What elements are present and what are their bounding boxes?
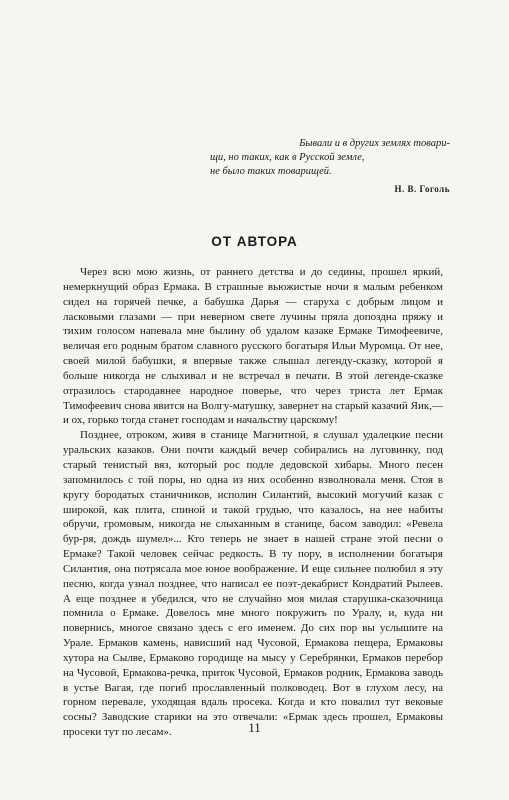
paragraph: Через всю мою жизнь, от раннего детства и до седины, прошел яркий, немеркнущий образ Ермака. В страшные вьюжистые ночи я малым ребенком сидел на горячей печке, а бабушка Дарья — старуха с добрым лицом и ласковыми глазами — при неверном свете лучины пряла допоздна пряжу и тихим голосом напевала мне былину об удалом казаке Ермаке Тимофеевиче, величая его родным братом славного русского богатыря Ильи Муромца. От нее, своей милой бабушки, я впервые также слышал легенду-сказку, которой я больше никогда не слыхивал и не встречал в печати. В этой легенде-сказке отразилось стародавнее народное поверье, что через триста лет Ермак Тимофеевич снова явится на Волгу-матушку, завернет на старый казачий Яик,— и ох, горько тогда станет господам и начальству царскому! bbox=[63, 266, 443, 427]
epigraph-line: щи, но таких, как в Русской земле, bbox=[210, 152, 365, 163]
epigraph-author: Н. В. Гоголь bbox=[394, 184, 450, 194]
epigraph-line: Бывали и в других землях товари- bbox=[299, 138, 450, 149]
chapter-heading: ОТ АВТОРА bbox=[211, 234, 298, 249]
epigraph-line: не было таких товарищей. bbox=[210, 166, 332, 177]
body-text bbox=[63, 265, 443, 740]
page-number: 11 bbox=[248, 720, 261, 735]
paragraph: Позднее, отроком, живя в станице Магнитной, я слушал удалецкие песни уральских казаков. Они почти каждый вечер собирались на луговинку, под старый тенистый вяз, который рос подле дедовской хибары. Много песен запомнилось с той поры, но одна из них особенно взволновала меня. Стоя в кругу бородатых станичников, исполин Силантий, высокий могучий казак с широкой, как плита, спиной и такой грудью, что казалось, на нее набиты обручи, громовым, никогда не слыханным в станице, басом заводил: «Ревела бур-ря, дождь шумел»... Кто теперь не знает в нашей стране этой песни о Ермаке? Такой человек сейчас редкость. В ту пору, в исполнении богатыря Силантия, она потрясала мое юное воображение. И еще сильнее полюбил я эту песню, когда узнал позднее, что написал ее поэт-декабрист Кондратий Рылеев. А еще позднее я убедился, что не случайно моя милая старушка-сказочница помнила о Ермаке. Довелось мне много покружить по Уралу, и, куда ни повернись, многое связано здесь с его именем. До сих пор вы услышите на Урале. Ермаков камень, нависший над Чусовой, Ермакова пещера, Ермаковы хутора на Сылве, Ермаково городище на мысу у Серебрянки, Ермаков перебор на Чусовой, Ермакова-речка, приток Чусовой, Ермаков родник, Ермакова заводь в устье Вагая, где погиб прославленный полководец. Вот в глухом лесу, на горном перевале, уходящая вдаль просека. Когда и кто повалил тут вековые сосны? Заводские старики на это отвечали: «Ермак здесь прошел, Ермаковы просеки тут по лесам». bbox=[63, 429, 443, 739]
epigraph bbox=[210, 137, 450, 196]
